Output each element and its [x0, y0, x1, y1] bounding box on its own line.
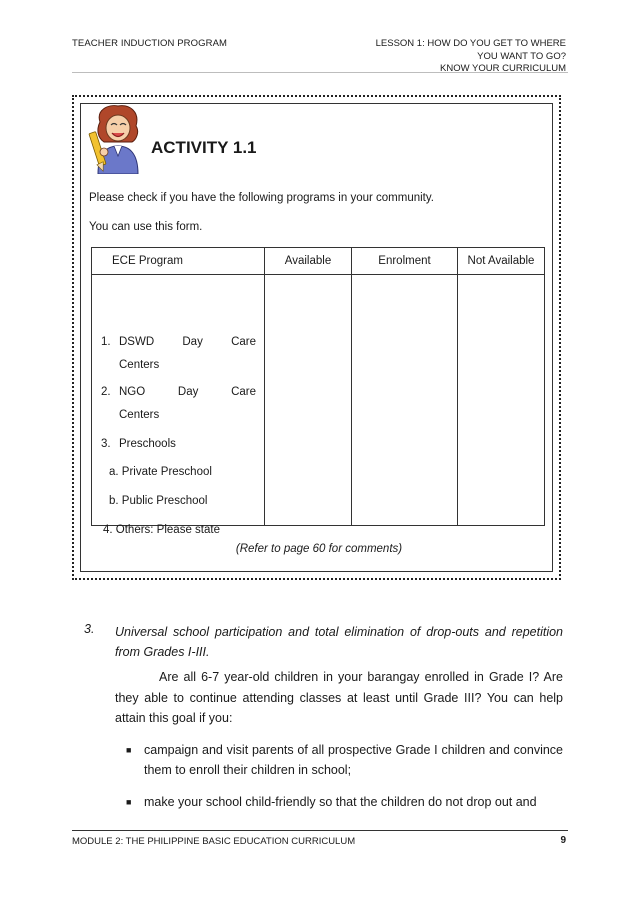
enrolment-cell[interactable] — [352, 275, 458, 526]
square-bullet-icon: ■ — [126, 797, 132, 807]
program-2-word-1: NGO — [119, 386, 146, 398]
teacher-illustration-icon — [86, 102, 148, 174]
program-2-word-2: Day — [177, 386, 199, 398]
program-2-word-3: Care — [231, 386, 256, 398]
activity-subinstruction: You can use this form. — [89, 221, 203, 233]
program-3a: a. Private Preschool — [109, 466, 212, 478]
program-1-line-1 — [119, 336, 256, 348]
header-right-line-1: LESSON 1: HOW DO YOU GET TO WHERE — [375, 38, 566, 49]
header-right — [376, 38, 566, 76]
table-header-row — [92, 248, 545, 275]
program-2-continuation: Centers — [119, 409, 160, 421]
program-3-number: 3. — [101, 438, 111, 450]
program-1-number: 1. — [101, 336, 111, 348]
bullet-item-1 — [128, 740, 563, 780]
program-1-word-2: Day — [182, 336, 203, 348]
bullet-item-2-text: make your school child-friendly so that the children do not drop out and — [144, 795, 537, 809]
available-cell[interactable] — [265, 275, 352, 526]
activity-instruction: Please check if you have the following programs in your community. — [89, 192, 434, 204]
bullet-item-1-text: campaign and visit parents of all prospective Grade I children and convince them to enroll their children in school; — [144, 743, 563, 777]
footer-module-title: MODULE 2: THE PHILIPPINE BASIC EDUCATION CURRICULUM — [72, 836, 356, 847]
program-1-continuation: Centers — [119, 359, 160, 371]
square-bullet-icon: ■ — [126, 745, 132, 755]
bullet-item-2 — [128, 792, 563, 812]
table-body-row — [92, 275, 545, 526]
col-header-enrolment: Enrolment — [352, 248, 458, 275]
col-header-not-available: Not Available — [458, 248, 545, 275]
header-divider — [72, 72, 568, 73]
item-3-number: 3. — [84, 622, 95, 636]
header-left: TEACHER INDUCTION PROGRAM — [72, 38, 228, 49]
program-1-word-3: Care — [231, 336, 256, 348]
program-3b: b. Public Preschool — [109, 495, 208, 507]
header-right-line-2: YOU WANT TO GO? — [477, 50, 566, 62]
program-2-line-1 — [119, 386, 256, 398]
col-header-available: Available — [265, 248, 352, 275]
program-list-cell — [92, 275, 265, 536]
refer-note: (Refer to page 60 for comments) — [235, 543, 403, 555]
item-3-heading: Universal school participation and total elimination of drop-outs and repetition from Grades I-III. — [115, 625, 563, 659]
program-4: 4. Others: Please state — [103, 524, 220, 536]
program-3-text: Preschools — [119, 438, 176, 450]
col-header-ece-program: ECE Program — [92, 248, 265, 275]
program-2-number: 2. — [101, 386, 111, 398]
page-number: 9 — [560, 835, 566, 846]
header-right-line-3: KNOW YOUR CURRICULUM — [440, 63, 566, 74]
activity-title: ACTIVITY 1.1 — [151, 138, 257, 157]
ece-program-table — [91, 247, 545, 536]
program-1-word-1: DSWD — [119, 336, 155, 348]
not-available-cell[interactable] — [458, 275, 545, 526]
footer-divider — [72, 830, 568, 831]
item-3-paragraph: Are all 6-7 year-old children in your barangay enrolled in Grade I? Are they able to continue attending classes at least until Grade III? You can help attain this goal if you: — [115, 670, 563, 725]
